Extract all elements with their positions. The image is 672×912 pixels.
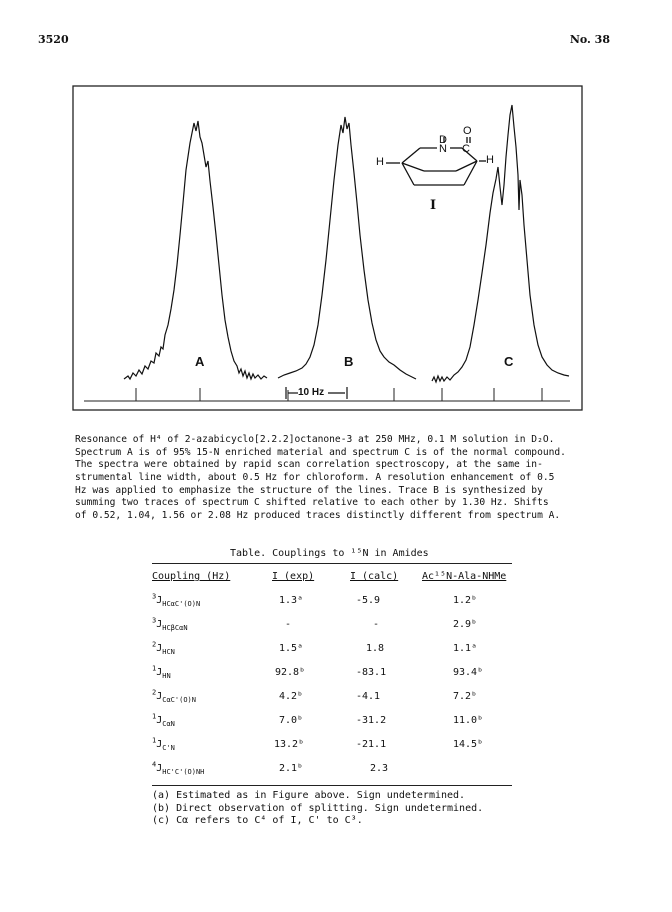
table-row [0,688,672,705]
nmr-spectrum-figure [72,85,583,411]
exp-cell: 13.2ᵇ [274,739,305,750]
spectrum-trace-a [124,121,267,379]
issue-number: No. 38 [569,33,610,46]
calc-cell: -83.1 [356,667,387,678]
atom-o: O [463,125,472,137]
calc-cell: 2.3 [370,763,389,774]
table-row [0,616,672,633]
ala-cell: 14.5ᵇ [453,739,484,750]
axis-ticks [136,388,542,401]
coupling-cell: $^2J_{HCN}$ [152,640,175,656]
coupling-cell: $^3J_{HC\alpha C'(O)N}$ [152,592,201,608]
table-footnotes [152,790,483,828]
table-bottom-rule [152,785,512,786]
caption-line: Resonance of H⁴ of 2-azabicyclo[2.2.2]octanone-3 at 250 MHz, 0.1 M solution in D₂O. [75,434,555,445]
ala-cell: 11.0ᵇ [453,715,484,726]
atom-h-right: H [486,154,494,166]
caption-line: Hz was applied to emphasize the structure of the lines. Trace B is synthesized by [75,484,543,496]
caption-line: Spectrum A is of 95% 15-N enriched material and spectrum C is of the normal compound. [75,446,566,458]
col-header-ala: Ac¹⁵N-Ala-NHMe [422,571,507,582]
figure-caption [75,434,595,523]
structure-drawing [386,137,486,185]
exp-cell: 2.1ᵇ [279,763,304,774]
ala-cell: 1.2ᵇ [453,595,478,606]
caption-line: of 0.52, 1.04, 1.56 or 2.08 Hz produced traces distinctly different from spectrum A. [75,510,561,522]
atom-c: C [462,143,470,155]
calc-cell: -31.2 [356,715,387,726]
table-row [0,640,672,657]
calc-cell: 1.8 [366,643,385,654]
atom-n: N [439,143,447,155]
table-row [0,736,672,753]
calc-cell: -21.1 [356,739,387,750]
caption-line: The spectra were obtained by rapid scan correlation spectroscopy, at the same in- [75,459,543,471]
spectrum-trace-c [432,105,569,382]
exp-cell: - [285,619,292,630]
exp-cell: 1.3ᵃ [279,595,304,606]
peak-label-a: A [195,354,205,369]
atom-d: D [439,134,447,146]
peak-label-c: C [504,354,514,369]
exp-cell: 4.2ᵇ [279,691,304,702]
page-number: 3520 [38,33,69,46]
calc-cell: -4.1 [356,691,381,702]
spectrum-trace-b [278,117,416,379]
coupling-cell: $^2J_{C\alpha C'(O)N}$ [152,688,196,704]
col-header-calc: I (calc) [350,571,399,582]
exp-cell: 7.0ᵇ [279,715,304,726]
coupling-cell: $^1J_{HN}$ [152,664,171,680]
atom-h-left: H [376,156,384,168]
caption-line: summing two traces of spectrum C shifted relative to each other by 1.30 Hz. Shifts [75,497,549,509]
table-title: Table. Couplings to ¹⁵N in Amides [230,548,429,559]
scale-label: 10 Hz [298,387,325,398]
calc-cell: -5.9 [356,595,381,606]
table-row [0,664,672,681]
table-top-rule [152,563,512,564]
exp-cell: 92.8ᵇ [275,667,306,678]
calc-cell: - [373,619,380,630]
footnote: (c) Cα refers to C⁴ of I, C' to C³. [152,815,363,826]
table-header-row [0,571,672,585]
footnote: (a) Estimated as in Figure above. Sign undetermined. [152,790,466,801]
coupling-cell: $^1J_{C'N}$ [152,736,175,752]
exp-cell: 1.5ᵃ [279,643,304,654]
table-row [0,592,672,609]
col-header-exp: I (exp) [272,571,315,582]
footnote: (b) Direct observation of splitting. Sign undetermined. [152,802,484,814]
compound-label: I [430,198,437,213]
ala-cell: 7.2ᵇ [453,691,478,702]
caption-line: strumental line width, about 0.5 Hz for chloroform. A resolution enhancement of 0.5 [75,472,555,484]
peak-label-b: B [344,354,354,369]
table-row [0,760,672,777]
ala-cell: 1.1ᵃ [453,643,478,654]
table-row [0,712,672,729]
coupling-cell: $^1J_{C\alpha N}$ [152,712,175,728]
ala-cell: 93.4ᵇ [453,667,484,678]
coupling-cell: $^4J_{HC'C'(O)NH}$ [152,760,205,776]
coupling-cell: $^3J_{HC\beta C\alpha N}$ [152,616,188,632]
ala-cell: 2.9ᵇ [453,619,478,630]
col-header-coupling: Coupling (Hz) [152,571,231,582]
